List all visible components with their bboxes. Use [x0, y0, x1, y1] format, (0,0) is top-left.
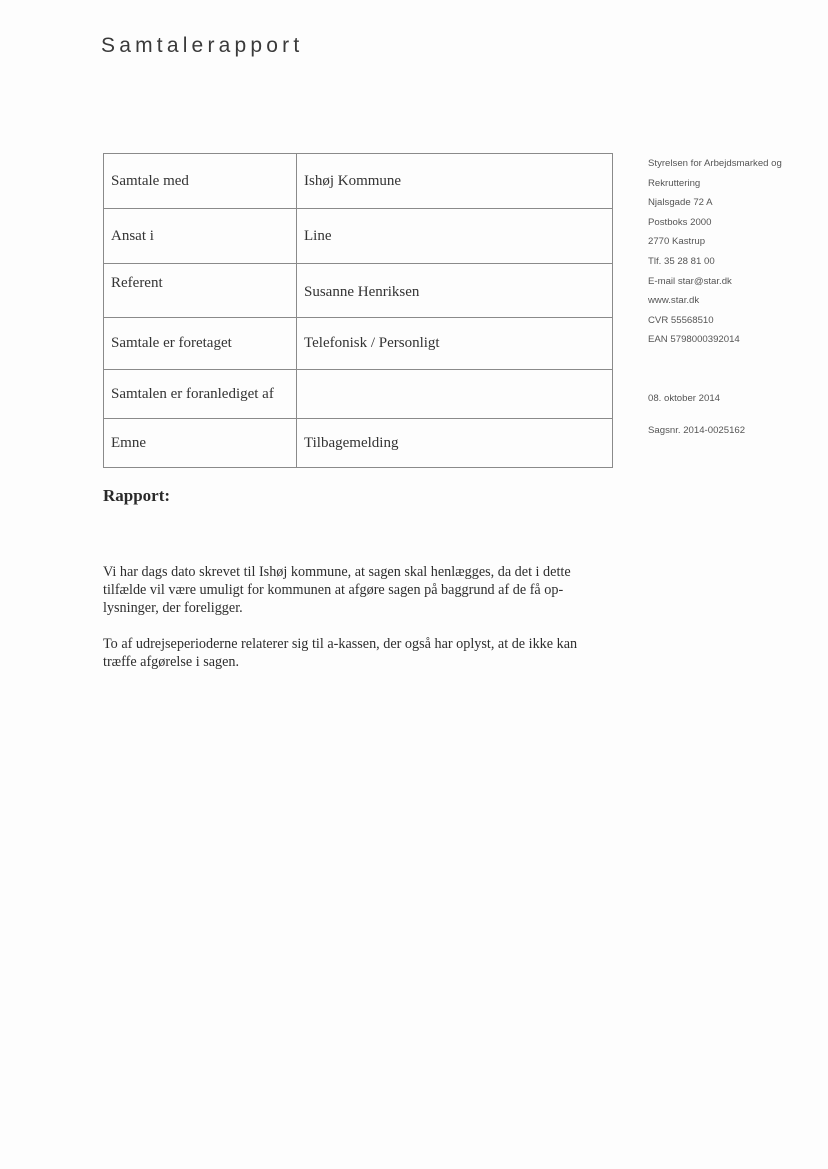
phone: Tlf. 35 28 81 00: [648, 255, 715, 267]
postbox: Postboks 2000: [648, 216, 712, 228]
website: www.star.dk: [648, 295, 700, 307]
report-paragraph: [103, 635, 615, 671]
document-title: Samtalerapport: [101, 34, 304, 57]
row-value: [297, 370, 613, 419]
text-line: To af udrejseperioderne relaterer sig til a-kassen, der også har oplyst, at de ikke kan: [103, 636, 578, 652]
sender-info: [648, 154, 826, 436]
text-line: lysninger, der foreligger.: [103, 600, 243, 616]
city: 2770 Kastrup: [648, 236, 706, 248]
report-body: [103, 563, 615, 689]
row-value: Ishøj Kommune: [297, 154, 613, 209]
text-line: Vi har dags dato skrevet til Ishøj kommune, at sagen skal henlægges, da det i dette: [103, 564, 571, 580]
street-address: Njalsgade 72 A: [648, 197, 713, 209]
table-row: [104, 209, 613, 264]
row-value: Telefonisk / Personligt: [297, 318, 613, 370]
conversation-info-table: [103, 153, 613, 468]
organization-name-line2: Rekruttering: [648, 177, 701, 189]
text-line: træffe afgørelse i sagen.: [103, 654, 240, 670]
ean-number: EAN 5798000392014: [648, 334, 740, 346]
row-label: Samtale er foretaget: [104, 318, 297, 370]
cvr-number: CVR 55568510: [648, 314, 714, 326]
row-label: Referent: [104, 264, 297, 318]
row-label: Emne: [104, 419, 297, 468]
row-value: Susanne Henriksen: [297, 264, 613, 318]
table-row: [104, 154, 613, 209]
report-heading: Rapport:: [103, 486, 171, 505]
row-value: Tilbagemelding: [297, 419, 613, 468]
case-number: Sagsnr. 2014-0025162: [648, 425, 746, 436]
table-row: [104, 318, 613, 370]
table-row: [104, 419, 613, 468]
document-date: 08. oktober 2014: [648, 393, 721, 404]
table-row: [104, 370, 613, 419]
row-value: Line: [297, 209, 613, 264]
report-paragraph: [103, 563, 615, 617]
organization-name-line1: Styrelsen for Arbejdsmarked og: [648, 158, 782, 169]
text-line: tilfælde vil være umuligt for kommunen at afgøre sagen på baggrund af de få op-: [103, 582, 564, 598]
row-label: Samtale med: [104, 154, 297, 209]
email: E-mail star@star.dk: [648, 275, 732, 287]
row-label: Ansat i: [104, 209, 297, 264]
table-row: [104, 264, 613, 318]
row-label: Samtalen er foranlediget af: [104, 370, 297, 419]
